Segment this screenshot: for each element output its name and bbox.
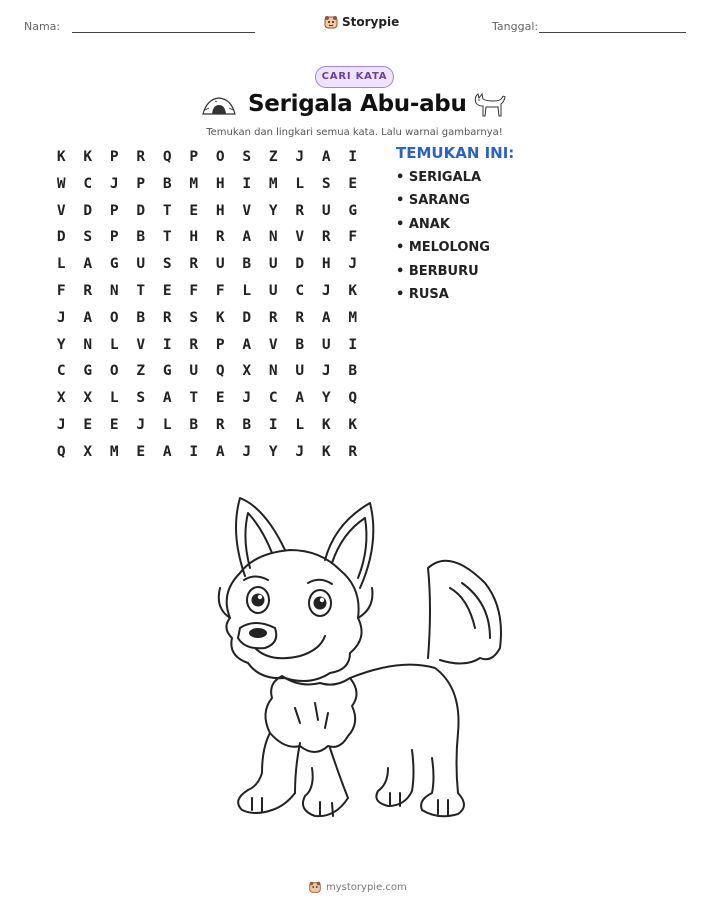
grid-letter[interactable]: H: [215, 202, 225, 219]
grid-letter[interactable]: I: [242, 175, 252, 192]
grid-letter[interactable]: M: [109, 443, 119, 460]
footer-site-link[interactable]: mystorypie.com: [326, 881, 407, 893]
grid-letter[interactable]: R: [215, 416, 225, 433]
grid-row: [48, 253, 366, 280]
grid-letter[interactable]: B: [242, 256, 252, 273]
grid-letter[interactable]: I: [189, 443, 199, 460]
word-list: [396, 170, 490, 310]
grid-letter[interactable]: P: [109, 229, 119, 246]
grid-letter[interactable]: N: [268, 363, 278, 380]
grid-letter[interactable]: C: [295, 282, 305, 299]
name-field[interactable]: [72, 32, 255, 33]
grid-row: [48, 360, 366, 387]
grid-letter[interactable]: C: [268, 390, 278, 407]
grid-letter[interactable]: I: [348, 336, 358, 353]
grid-letter[interactable]: C: [56, 363, 66, 380]
grid-letter[interactable]: R: [189, 336, 199, 353]
grid-letter[interactable]: P: [189, 149, 199, 165]
grid-letter[interactable]: T: [136, 282, 146, 299]
grid-row: [48, 307, 366, 334]
grid-letter[interactable]: R: [189, 256, 199, 273]
grid-letter[interactable]: R: [136, 149, 146, 165]
grid-letter[interactable]: G: [83, 363, 93, 380]
grid-letter[interactable]: S: [321, 175, 331, 192]
grid-letter[interactable]: N: [83, 336, 93, 353]
grid-letter[interactable]: V: [56, 202, 66, 219]
grid-letter[interactable]: Q: [215, 363, 225, 380]
grid-letter[interactable]: W: [56, 175, 66, 192]
grid-letter[interactable]: R: [83, 282, 93, 299]
grid-letter[interactable]: K: [321, 443, 331, 460]
word-list-item: • SERIGALA: [396, 170, 482, 185]
word-list-item: • MELOLONG: [396, 240, 490, 256]
grid-letter[interactable]: H: [189, 229, 199, 246]
grid-letter[interactable]: C: [83, 175, 93, 192]
grid-letter[interactable]: J: [109, 175, 119, 192]
grid-letter[interactable]: A: [162, 390, 172, 407]
grid-letter[interactable]: T: [162, 202, 172, 219]
grid-letter[interactable]: G: [348, 202, 358, 219]
grid-letter[interactable]: V: [136, 336, 146, 353]
grid-letter[interactable]: E: [348, 175, 358, 192]
grid-letter[interactable]: U: [268, 282, 278, 299]
grid-letter[interactable]: A: [295, 390, 305, 407]
wolf-coloring-illustration: [200, 488, 510, 828]
grid-letter[interactable]: U: [321, 336, 331, 353]
wolf-den-icon: [201, 95, 237, 117]
grid-letter[interactable]: S: [189, 309, 199, 326]
grid-letter[interactable]: G: [109, 256, 119, 273]
grid-row: [48, 334, 366, 361]
grid-letter[interactable]: Q: [56, 443, 66, 460]
grid-letter[interactable]: X: [83, 390, 93, 407]
word-list-item: • ANAK: [396, 216, 450, 232]
grid-row: [48, 173, 366, 200]
grid-letter[interactable]: R: [348, 443, 358, 460]
grid-letter[interactable]: R: [162, 309, 172, 326]
grid-letter[interactable]: R: [321, 229, 331, 246]
word-list-item: • RUSA: [396, 286, 449, 302]
grid-letter[interactable]: X: [242, 363, 252, 380]
brand-name: Storypie: [342, 15, 400, 29]
grid-letter[interactable]: K: [215, 309, 225, 326]
grid-letter[interactable]: B: [136, 309, 146, 326]
grid-letter[interactable]: H: [215, 175, 225, 192]
grid-letter[interactable]: O: [109, 309, 119, 326]
grid-letter[interactable]: F: [189, 282, 199, 299]
footer: [308, 880, 407, 894]
grid-letter[interactable]: S: [242, 149, 252, 165]
grid-letter[interactable]: B: [189, 416, 199, 433]
grid-row: [48, 441, 366, 468]
grid-letter[interactable]: J: [136, 416, 146, 433]
grid-letter[interactable]: S: [136, 390, 146, 407]
grid-letter[interactable]: E: [83, 416, 93, 433]
grid-letter[interactable]: I: [348, 149, 358, 165]
grid-row: [48, 280, 366, 307]
grid-letter[interactable]: X: [83, 443, 93, 460]
grid-letter[interactable]: Y: [56, 336, 66, 353]
instructions: Temukan dan lingkari semua kata. Lalu warnai gambarnya!: [206, 127, 503, 138]
grid-letter[interactable]: U: [215, 256, 225, 273]
grid-letter[interactable]: U: [268, 256, 278, 273]
grid-letter[interactable]: U: [295, 363, 305, 380]
grid-letter[interactable]: J: [295, 149, 305, 165]
grid-letter[interactable]: D: [83, 202, 93, 219]
grid-letter[interactable]: J: [56, 416, 66, 433]
grid-letter[interactable]: K: [321, 416, 331, 433]
grid-letter[interactable]: K: [348, 416, 358, 433]
grid-letter[interactable]: R: [295, 202, 305, 219]
grid-letter[interactable]: J: [242, 390, 252, 407]
grid-row: [48, 200, 366, 227]
grid-letter[interactable]: Y: [268, 443, 278, 460]
grid-letter[interactable]: K: [56, 149, 66, 165]
grid-letter[interactable]: D: [242, 309, 252, 326]
grid-row: [48, 146, 366, 173]
grid-letter[interactable]: R: [295, 309, 305, 326]
grid-letter[interactable]: I: [268, 416, 278, 433]
grid-letter[interactable]: K: [83, 149, 93, 165]
grid-letter[interactable]: L: [242, 282, 252, 299]
grid-letter[interactable]: D: [136, 202, 146, 219]
grid-letter[interactable]: U: [189, 363, 199, 380]
grid-letter[interactable]: O: [215, 149, 225, 165]
grid-letter[interactable]: E: [109, 416, 119, 433]
grid-letter[interactable]: J: [242, 443, 252, 460]
grid-letter[interactable]: A: [242, 229, 252, 246]
grid-letter[interactable]: G: [162, 363, 172, 380]
grid-letter[interactable]: D: [295, 256, 305, 273]
grid-letter[interactable]: D: [56, 229, 66, 246]
grid-letter[interactable]: J: [321, 282, 331, 299]
grid-letter[interactable]: L: [162, 416, 172, 433]
grid-letter[interactable]: F: [56, 282, 66, 299]
grid-letter[interactable]: L: [295, 175, 305, 192]
grid-letter[interactable]: A: [83, 256, 93, 273]
grid-letter[interactable]: J: [321, 363, 331, 380]
grid-letter[interactable]: U: [321, 202, 331, 219]
grid-row: [48, 226, 366, 253]
storypie-logo-icon: [323, 14, 339, 30]
grid-letter[interactable]: V: [242, 202, 252, 219]
grid-letter[interactable]: S: [162, 256, 172, 273]
grid-letter[interactable]: P: [109, 149, 119, 165]
word-list-item: • SARANG: [396, 193, 470, 209]
grid-letter[interactable]: F: [348, 229, 358, 246]
grid-letter[interactable]: B: [295, 336, 305, 353]
grid-letter[interactable]: L: [295, 416, 305, 433]
grid-letter[interactable]: X: [56, 390, 66, 407]
grid-letter[interactable]: F: [215, 282, 225, 299]
grid-letter[interactable]: O: [109, 363, 119, 380]
grid-letter[interactable]: L: [109, 390, 119, 407]
grid-letter[interactable]: B: [348, 363, 358, 380]
grid-letter[interactable]: P: [215, 336, 225, 353]
grid-letter[interactable]: H: [321, 256, 331, 273]
grid-letter[interactable]: E: [136, 443, 146, 460]
grid-letter[interactable]: U: [136, 256, 146, 273]
grid-letter[interactable]: N: [268, 229, 278, 246]
grid-letter[interactable]: A: [321, 309, 331, 326]
wolf-small-icon: [472, 89, 506, 121]
grid-letter[interactable]: Q: [348, 390, 358, 407]
name-label: Nama:: [24, 20, 61, 33]
grid-letter[interactable]: A: [162, 443, 172, 460]
grid-letter[interactable]: E: [189, 202, 199, 219]
grid-letter[interactable]: N: [109, 282, 119, 299]
grid-letter[interactable]: E: [215, 390, 225, 407]
grid-letter[interactable]: L: [109, 336, 119, 353]
grid-letter[interactable]: P: [109, 202, 119, 219]
grid-letter[interactable]: A: [321, 149, 331, 165]
grid-letter[interactable]: B: [162, 175, 172, 192]
grid-letter[interactable]: A: [215, 443, 225, 460]
storypie-logo-icon: [308, 880, 322, 894]
grid-letter[interactable]: P: [136, 175, 146, 192]
grid-letter[interactable]: L: [56, 256, 66, 273]
brand: [323, 14, 399, 30]
grid-letter[interactable]: B: [242, 416, 252, 433]
grid-letter[interactable]: M: [268, 175, 278, 192]
grid-letter[interactable]: J: [348, 256, 358, 273]
grid-letter[interactable]: M: [348, 309, 358, 326]
category-badge: CARI KATA: [315, 66, 394, 88]
grid-letter[interactable]: K: [348, 282, 358, 299]
date-field[interactable]: [539, 32, 686, 33]
grid-letter[interactable]: V: [295, 229, 305, 246]
grid-letter[interactable]: J: [295, 443, 305, 460]
grid-letter[interactable]: E: [162, 282, 172, 299]
grid-letter[interactable]: V: [268, 336, 278, 353]
grid-row: [48, 414, 366, 441]
grid-letter[interactable]: A: [242, 336, 252, 353]
word-list-item: • BERBURU: [396, 263, 479, 279]
grid-letter[interactable]: S: [83, 229, 93, 246]
grid-letter[interactable]: M: [189, 175, 199, 192]
grid-letter[interactable]: J: [56, 309, 66, 326]
grid-letter[interactable]: T: [162, 229, 172, 246]
page-title: Serigala Abu-abu: [248, 91, 467, 117]
grid-letter[interactable]: B: [136, 229, 146, 246]
word-search-grid: [48, 146, 366, 468]
word-list-title: TEMUKAN INI:: [396, 144, 515, 162]
grid-letter[interactable]: Z: [268, 149, 278, 165]
grid-letter[interactable]: A: [83, 309, 93, 326]
grid-row: [48, 387, 366, 414]
grid-letter[interactable]: I: [162, 336, 172, 353]
grid-letter[interactable]: R: [215, 229, 225, 246]
grid-letter[interactable]: Q: [162, 149, 172, 165]
grid-letter[interactable]: R: [268, 309, 278, 326]
grid-letter[interactable]: T: [189, 390, 199, 407]
grid-letter[interactable]: Y: [321, 390, 331, 407]
date-label: Tanggal:: [492, 20, 539, 33]
grid-letter[interactable]: Z: [136, 363, 146, 380]
grid-letter[interactable]: Y: [268, 202, 278, 219]
